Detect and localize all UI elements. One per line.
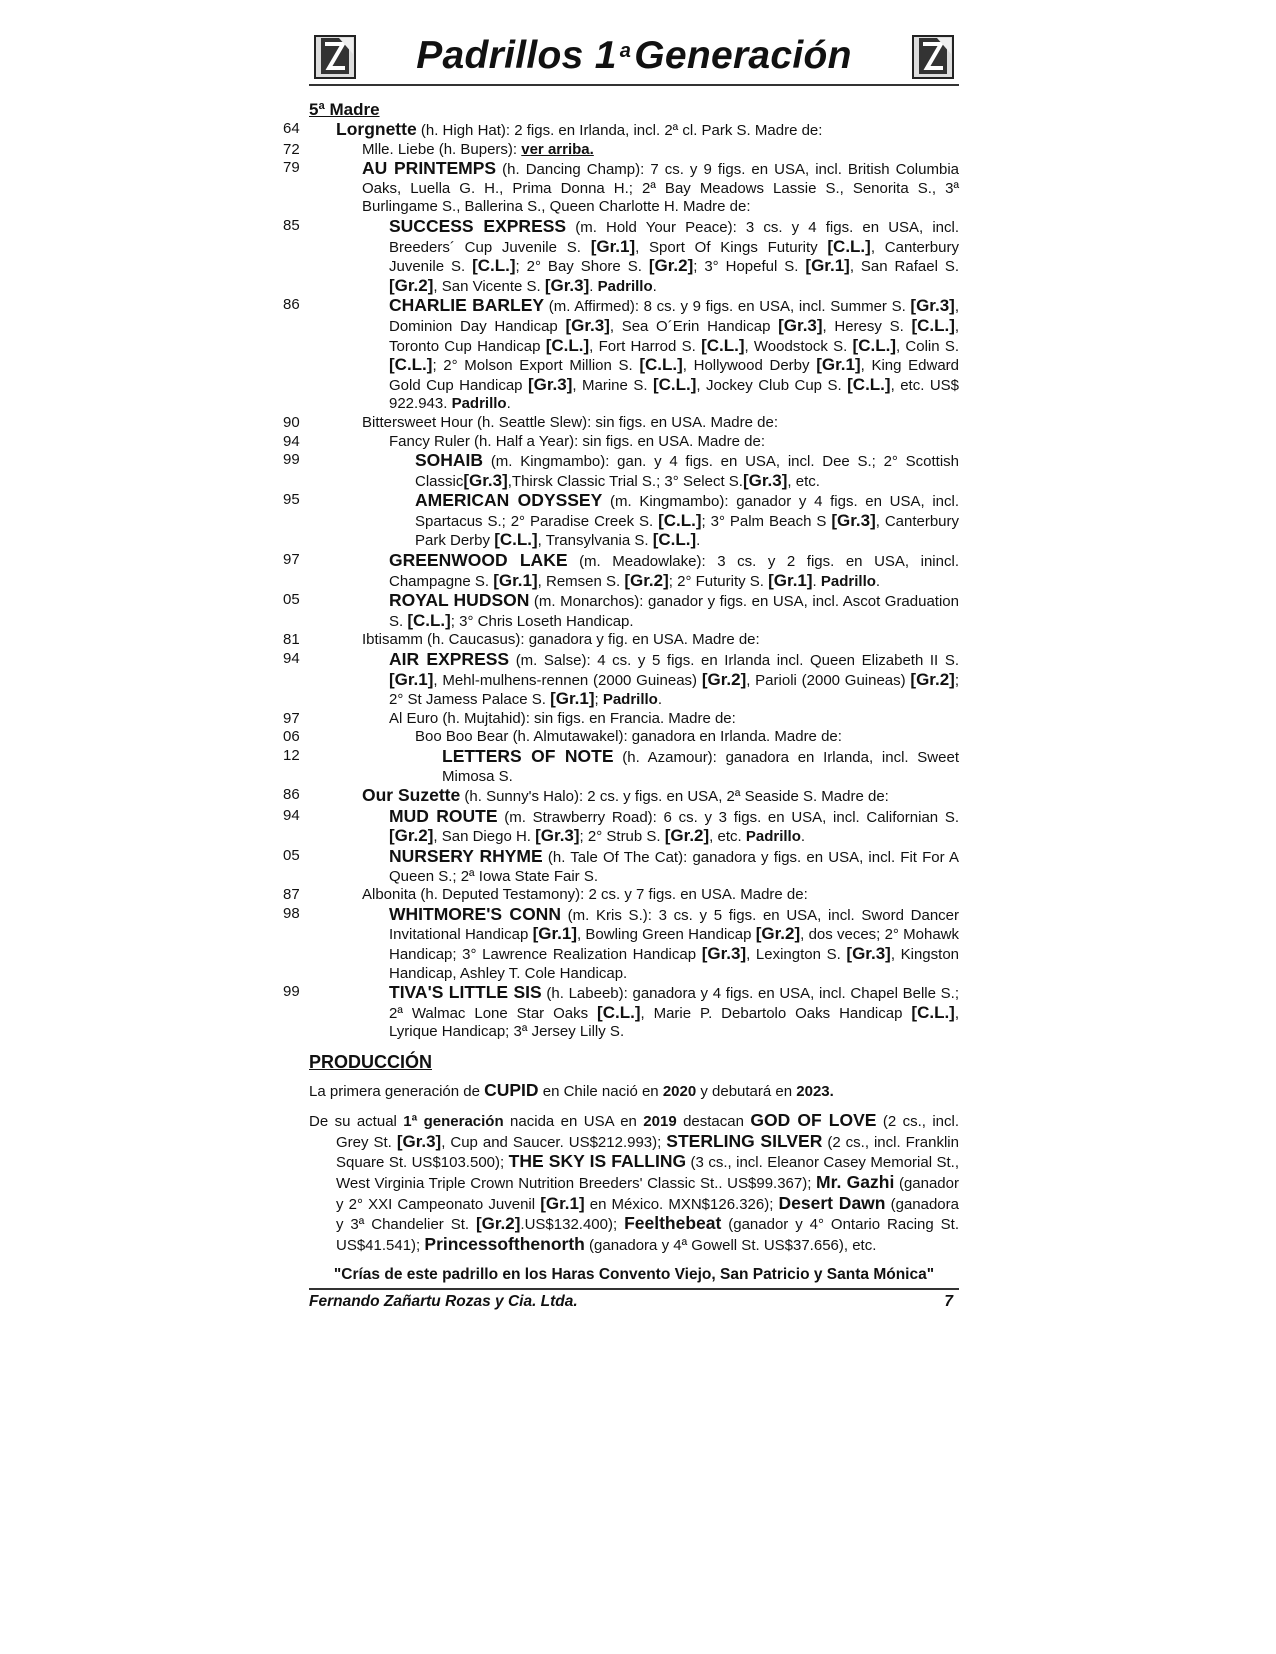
pedigree-list <box>283 119 960 1042</box>
pedigree-entry: 98 WHITMORE'S CONN (m. Kris S.): 3 cs. y 5 figs. en USA, incl. Sword Dancer Invitational Handicap [Gr.1], Bowling Green Handicap [Gr.2], dos veces; 2° Mohawk Handicap; 3° Lawrence Realization Handicap [Gr.3], Lexington S. [Gr.3], Kingston Handicap, Ashley T. Cole Handicap. <box>283 903 960 982</box>
pedigree-entry: 97 Al Euro (h. Mujtahid): sin figs. en Francia. Madre de: <box>283 709 736 727</box>
page-footer <box>309 1288 959 1315</box>
pedigree-entry: 12 LETTERS OF NOTE (h. Azamour): ganadora en Irlanda, incl. Sweet Mimosa S. <box>283 746 959 785</box>
pedigree-entry: 90 Bittersweet Hour (h. Seattle Slew): sin figs. en USA. Madre de: <box>283 413 779 431</box>
see-above-link[interactable]: ver arriba. <box>521 140 594 158</box>
pedigree-entry: 86 Our Suzette (h. Sunny's Halo): 2 cs. y figs. en USA, 2ª Seaside S. Madre de: <box>283 785 889 806</box>
page-title: Padrillos 1 $^a$Generación <box>416 34 852 77</box>
pedigree-entry: 05 ROYAL HUDSON (m. Monarchos): ganador y figs. en USA, incl. Ascot Graduation S. [C.L.]; 3° Chris Loseth Handicap. <box>283 590 959 630</box>
pedigree-entry: 87 Albonita (h. Deputed Testamony): 2 cs. y 7 figs. en USA. Madre de: <box>283 886 808 904</box>
pedigree-entry: 06 Boo Boo Bear (h. Almutawakel): ganadora en Irlanda. Madre de: <box>283 728 842 746</box>
pedigree-entry: 05 NURSERY RHYME (h. Tale Of The Cat): ganadora y figs. en USA, incl. Fit For A Queen S.; 2ª Iowa State Fair S. <box>283 845 959 885</box>
stud-logo-right <box>911 34 955 80</box>
pedigree-entry: 79 AU PRINTEMPS (h. Dancing Champ): 7 cs. y 9 figs. en USA, incl. British Columbia Oaks, Luella G. H., Prima Donna H.; 2ª Bay Meadows Lassie S., Senorita S., 3ª Burlingame S., Ballerina S., Queen Charlotte H. Madre de: <box>283 158 959 216</box>
stud-farms-note: "Crías de este padrillo en los Haras Convento Viejo, San Patricio y Santa Mónica" <box>333 1265 935 1283</box>
pedigree-entry: 85 SUCCESS EXPRESS (m. Hold Your Peace): 3 cs. y 4 figs. en USA, incl. Breeders´ Cup Juvenile S. [Gr.1], Sport Of Kings Futurity [C.L.], Canterbury Juvenile S. [C.L.]; 2° Bay Shore S. [Gr.2]; 3° Hopeful S. [Gr.1], San Rafael S. [Gr.2], San Vicente S. [Gr.3]. Padrillo. <box>283 215 960 295</box>
page <box>283 30 960 1315</box>
pedigree-entry: 99 TIVA'S LITTLE SIS (h. Labeeb): ganadora y 4 figs. en USA, incl. Chapel Belle S.; 2ª Walmac Lone Star Oaks [C.L.], Marie P. Debartolo Oaks Handicap [C.L.], Lyrique Handicap; 3ª Jersey Lilly S. <box>283 982 960 1041</box>
pedigree-entry: 81 Ibtisamm (h. Caucasus): ganadora y fig. en USA. Madre de: <box>283 631 760 649</box>
pedigree-entry: 72 Mlle. Liebe (h. Bupers): ver arriba. <box>283 140 594 158</box>
pedigree-entry: 64 Lorgnette (h. High Hat): 2 figs. en Irlanda, incl. 2ª cl. Park S. Madre de: <box>283 119 823 139</box>
pedigree-entry: 97 GREENWOOD LAKE (m. Meadowlake): 3 cs. y 2 figs. en USA, inincl. Champagne S. [Gr.1], Remsen S. [Gr.2]; 2° Futurity S. [Gr.1]. Padrillo. <box>283 550 959 590</box>
offspring-paragraph: De su actual 1ª generación nacida en USA en 2019 destacan GOD OF LOVE (2 cs., incl. Grey St. [Gr.3], Cup and Saucer. US$212.993); STERLING SILVER (2 cs., incl. Franklin Square St. US$103.500); THE SKY IS FALLING (3 cs., incl. Eleanor Casey Memorial St., West Virginia Triple Crown Nutrition Breeders' Classic St.. US$99.367); Mr. Gazhi (ganador y 2° XXI Campeonato Juvenil [Gr.1] en México. MXN$126.326); Desert Dawn (ganadora y 3ª Chandelier St. [Gr.2].US$132.400); Feelthebeat (ganador y 4° Ontario Racing St. US$41.541); Princessofthenorth (ganadora y 4ª Gowell St. US$37.656), etc. <box>309 1109 960 1255</box>
pedigree-entry: 86 CHARLIE BARLEY (m. Affirmed): 8 cs. y 9 figs. en USA, incl. Summer S. [Gr.3], Dominion Day Handicap [Gr.3], Sea O´Erin Handicap [Gr.3], Heresy S. [C.L.], Toronto Cup Handicap [C.L.], Fort Harrod S. [C.L.], Woodstock S. [C.L.], Colin S. [C.L.]; 2° Molson Export Million S. [C.L.], Hollywood Derby [Gr.1], King Edward Gold Cup Handicap [Gr.3], Marine S. [C.L.], Jockey Club Cup S. [C.L.], etc. US$ 922.943. Padrillo. <box>283 295 960 413</box>
section-heading: 5ª Madre <box>309 100 380 119</box>
pedigree-entry: 94 AIR EXPRESS (m. Salse): 4 cs. y 5 figs. en Irlanda incl. Queen Elizabeth II S. [Gr.1], Mehl-mulhens-rennen (2000 Guineas) [Gr.2], Parioli (2000 Guineas) [Gr.2]; 2° St Jamess Palace S. [Gr.1]; Padrillo. <box>283 649 959 709</box>
production-paragraph: La primera generación de CUPID en Chile nació en 2020 y debutará en 2023. <box>309 1079 834 1100</box>
pedigree-entry: 95 AMERICAN ODYSSEY (m. Kingmambo): ganador y 4 figs. en USA, incl. Spartacus S.; 2° Paradise Creek S. [C.L.]; 3° Palm Beach S [Gr.3], Canterbury Park Derby [C.L.], Transylvania S. [C.L.]. <box>283 490 960 550</box>
pedigree-entry: 94 MUD ROUTE (m. Strawberry Road): 6 cs. y 3 figs. en USA, incl. Californian S. [Gr.2], San Diego H. [Gr.3]; 2° Strub S. [Gr.2], etc. Padrillo. <box>283 805 960 846</box>
pedigree-entry: 99 SOHAIB (m. Kingmambo): gan. y 4 figs. en USA, incl. Dee S.; 2° Scottish Classic[Gr.3],Thirsk Classic Trial S.; 3° Select S.[Gr.3], etc. <box>283 450 960 490</box>
company-name: Fernando Zañartu Rozas y Cia. Ltda. <box>309 1292 578 1310</box>
pedigree-entry: 94 Fancy Ruler (h. Half a Year): sin figs. en USA. Madre de: <box>283 432 766 450</box>
page-header <box>309 30 959 86</box>
page-number: 7 <box>944 1292 953 1310</box>
production-heading: PRODUCCIÓN <box>309 1051 433 1072</box>
